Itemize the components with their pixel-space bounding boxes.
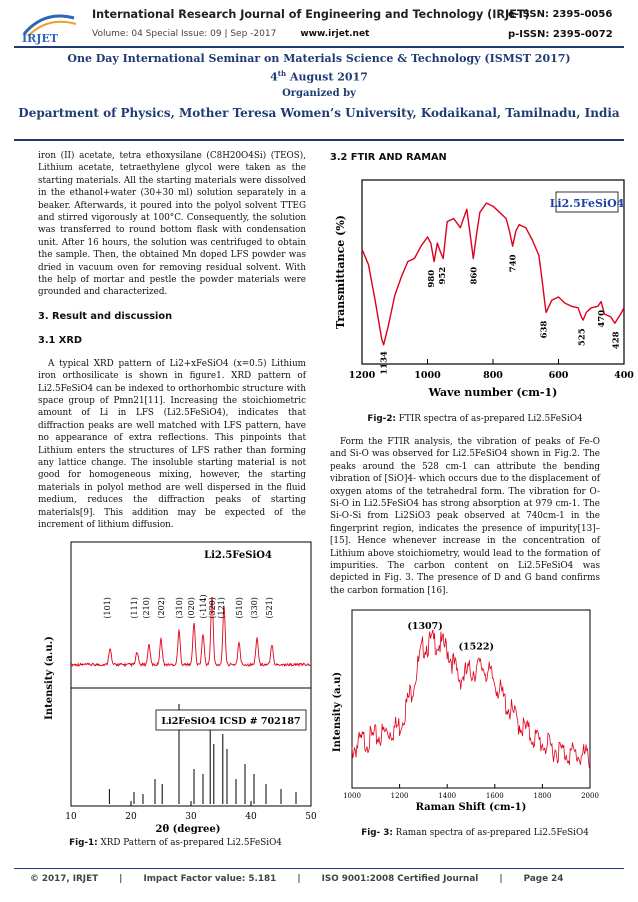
para-materials: iron (II) acetate, tetra ethoxysilane (C8H20O4Si) (TEOS), Lithium acetate, tetraethylene glycol were taken as the starting materials. All the starting materials were dissolved in the ethanol+water (30+30 ml) solution separately in a beaker. Afterwards, it poured into the polyol solvent TTEG and stirred vigorously at 100°C. Consequently, the solution was transferred to round bottom flask with condensation unit. After 16 hours, the solution was centrifuged to obtain the sample. Then, the obtained Mn doped LFS powder was dried in vacuum oven for removing residual solvent. With the help of mortar and pestle the powder materials were grounded and characterized. [38,151,306,298]
ftir-ylabel: Transmittance (%) [334,215,347,329]
ftir-peak-label: 952 [438,266,449,285]
raman-ylabel: Intensity (a.u) [332,671,343,753]
ftir-tick-label: 600 [548,370,569,381]
subsection-ftir: 3.2 FTIR AND RAMAN [330,152,447,163]
website-link[interactable]: www.irjet.net [300,29,370,39]
xrd-hkl-label: (-114) [199,594,208,619]
xrd-hkl-label: (101) [103,597,112,619]
xrd-ref-label: Li2FeSiO4 ICSD # 702187 [161,716,301,727]
xrd-tick-label: 20 [125,812,137,822]
raman-annotation: (1307) [407,620,443,632]
fig2-caption: Fig-2: FTIR spectra of as-prepared Li2.5FeSiO4 [367,414,583,424]
footer-page: Page 24 [523,874,564,884]
raman-annotation: (1522) [458,641,494,653]
ftir-title: Li2.5FeSiO4 [549,197,625,210]
xrd-hkl-label: (330) [250,597,259,619]
ftir-xlabel: Wave number (cm-1) [428,386,558,399]
section-heading: 3. Result and discussion [38,310,173,322]
para-xrd: A typical XRD pattern of Li2+xFeSiO4 (x=0.5) Lithium iron orthosilicate is shown in figure1. XRD pattern of Li2.5FeSiO4 can be indexed to orthorhombic structure with space group of Pmn21[11]. Increasing the stoichiometric amount of Li in LFS (Li2.5FeSiO4), indicates that diffraction peaks are well matched with LFS pattern, have no appearance of extra reflections. This pinpoints that Lithium enters the structures of LFS rather than forming any lattice change. The insoluble starting material is not good for homogeneous mixing, however, the starting materials in polyol method are well dispersed in the fluid medium, reduces the diffraction peaks of starting materials[9]. This addition may be expected of the increment of lithium diffusion. [38,358,306,530]
raman-tick-label: 1600 [485,792,504,800]
xrd-hkl-label: (521) [265,597,274,619]
ftir-tick-label: 800 [483,370,503,381]
xrd-hkl-label: (210) [142,597,151,619]
footer-rule [14,868,624,869]
fig3-caption: Fig- 3: Raman spectra of as-prepared Li2.5FeSiO4 [361,828,589,838]
xrd-hkl-label: (310) [175,597,184,619]
xrd-tick-label: 40 [245,812,257,822]
xrd-tick-label: 30 [185,812,197,822]
header-rule [14,46,624,48]
ftir-figure [330,172,634,404]
raman-tick-label: 1000 [343,792,361,800]
xrd-hkl-label: (320) [208,597,217,619]
ftir-peak-label: 428 [611,331,622,350]
volume-info: Volume: 04 Special Issue: 09 | Sep -2017 www.irjet.net [92,29,370,39]
raman-tick-label: 2000 [581,792,599,800]
ftir-peak-label: 860 [469,266,480,285]
ftir-peak-label: 740 [508,254,519,273]
xrd-hkl-label: (121) [217,597,226,619]
ftir-peak-label: 470 [597,309,608,328]
xrd-hkl-label: (111) [130,597,139,619]
ftir-peak-label: 1134 [379,351,390,375]
subsection-xrd: 3.1 XRD [38,335,82,347]
xrd-title: Li2.5FeSiO4 [204,550,272,561]
ftir-spectrum-line [362,203,624,345]
xrd-hkl-label: (020) [187,597,196,619]
xrd-tick-label: 50 [305,812,317,822]
xrd-frame [71,542,311,806]
xrd-ylabel: Intensity (a.u.) [44,636,55,720]
raman-chart [330,602,600,814]
ftir-chart [330,172,634,404]
logo-text: IRJET [22,32,59,45]
seminar-date: 4th August 2017 [270,69,368,84]
raman-tick-label: 1200 [390,792,409,800]
ftir-tick-label: 400 [614,370,634,381]
ftir-tick-label: 1000 [414,370,441,381]
journal-title: International Research Journal of Engineering and Technology (IRJET) [92,8,530,21]
p-issn: p-ISSN: 2395-0072 [508,29,613,40]
ftir-peak-label: 638 [539,320,550,339]
raman-frame [352,610,590,788]
xrd-hkl-label: (202) [157,597,166,619]
footer-impact: Impact Factor value: 5.181 [143,874,277,884]
raman-figure [330,602,600,814]
department: Department of Physics, Mother Teresa Women’s University, Kodaikanal, Tamilnadu, India [18,106,620,120]
ftir-peak-label: 980 [426,269,437,288]
seminar-title: One Day International Seminar on Materials Science & Technology (ISMST 2017) [67,52,571,65]
ftir-peak-label: 525 [577,328,588,347]
ftir-tick-label: 1200 [348,370,376,381]
xrd-hkl-label: (510) [235,597,244,619]
para-ftir: Form the FTIR analysis, the vibration of peaks of Fe-O and Si-O was observed for Li2.5FeSiO4 shown in Fig.2. The peaks around the 528 cm-1 can attribute the bending vibration of [SiO]4- which occurs due to the displacement of oxygen atoms of the tetrahedral form. The vibration for O-Si-O in Li2.5FeSiO4 has strong absorption at 979 cm-1. The Si-O-Si from Li2SiO3 peak observed at 740cm-1 in the fingerprint region, indicates the presence of impurity[13]–[15]. Hence whenever increase in the concentration of Lithium above stoichiometry, would lead to the formation of impurities. The carbon content on Li2.5FeSiO4 was depicted in Fig. 3. The presence of D and G band confirms the carbon formation [16]. [330,437,600,596]
raman-xlabel: Raman Shift (cm-1) [415,802,527,813]
header-rule-bottom [14,139,624,141]
raman-tick-label: 1400 [438,792,457,800]
e-issn: e-ISSN: 2395-0056 [508,9,613,20]
footer-copyright: © 2017, IRJET [30,874,99,884]
left-column [38,150,306,531]
irjet-logo [14,6,86,44]
footer-iso: ISO 9001:2008 Certified Journal [321,874,479,884]
xrd-chart [38,538,317,836]
xrd-xlabel: 2θ (degree) [155,824,221,835]
organized-by: Organized by [282,88,356,99]
xrd-figure [38,538,317,836]
raman-tick-label: 1800 [533,792,552,800]
xrd-tick-label: 10 [65,812,77,822]
fig1-caption: Fig-1: XRD Pattern of as-prepared Li2.5FeSiO4 [69,838,282,848]
footer: © 2017, IRJET | Impact Factor value: 5.181 | ISO 9001:2008 Certified Journal | Page 24 [30,874,564,884]
